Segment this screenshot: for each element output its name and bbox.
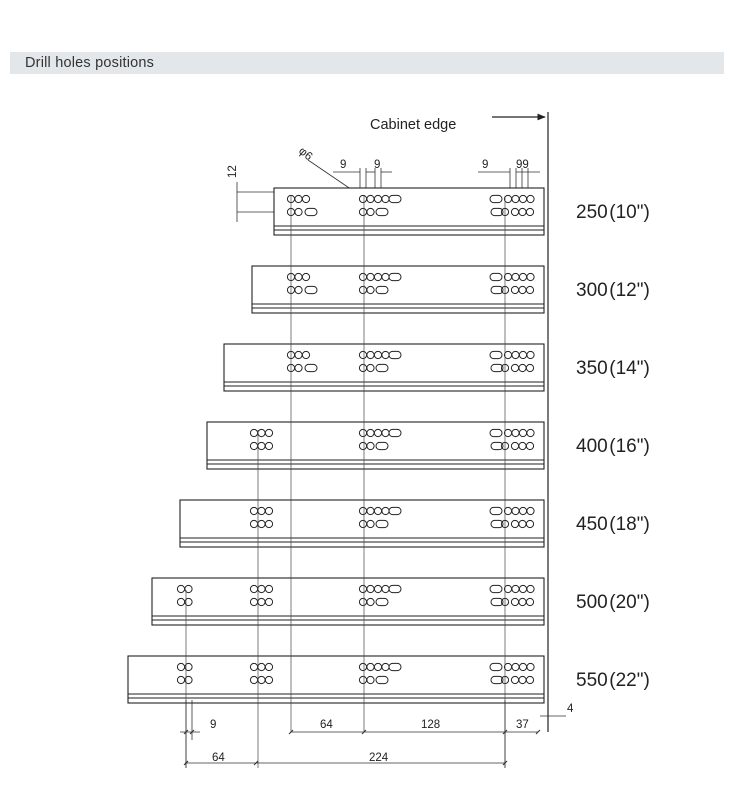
slide-size-label: 450 (18") — [576, 514, 650, 535]
dim-top-9c: 9 — [482, 159, 489, 171]
dim-top-phi6: φ6 — [296, 145, 315, 164]
dim-bottom-224: 224 — [369, 752, 389, 764]
slide-7 — [128, 656, 650, 703]
dim-top-9a: 9 — [340, 159, 347, 171]
dim-bottom-128: 128 — [421, 719, 441, 731]
slide-body — [128, 656, 544, 703]
slide-size-label: 350 (14") — [576, 358, 650, 379]
dim-bottom-64b: 64 — [212, 752, 225, 764]
slide-3 — [224, 344, 650, 391]
dim-top-12: 12 — [227, 165, 239, 178]
page-title: Drill holes positions — [25, 55, 155, 71]
slide-4 — [207, 422, 650, 469]
slide-5 — [180, 500, 650, 547]
slide-6 — [152, 578, 650, 625]
slide-size-label: 550 (22") — [576, 670, 650, 691]
slide-size-label: 250 (10") — [576, 202, 650, 223]
slide-size-label: 400 (16") — [576, 436, 650, 457]
slide-2 — [252, 266, 650, 313]
bottom-ticks — [184, 730, 540, 765]
dim-bottom-64a: 64 — [320, 719, 333, 731]
slide-size-label: 300 (12") — [576, 280, 650, 301]
slide-body — [274, 188, 544, 235]
slide-1 — [274, 188, 650, 235]
dim-bottom-37: 37 — [516, 719, 529, 731]
dim-top-9b: 9 — [374, 159, 381, 171]
slide-body — [152, 578, 544, 625]
dim-bottom-9: 9 — [210, 719, 217, 731]
dim-top-99: 99 — [516, 159, 529, 171]
slide-size-label: 500 (20") — [576, 592, 650, 613]
dim-bottom-4: 4 — [567, 703, 574, 715]
slides-group — [128, 188, 650, 703]
cabinet-edge-label: Cabinet edge — [370, 117, 457, 133]
